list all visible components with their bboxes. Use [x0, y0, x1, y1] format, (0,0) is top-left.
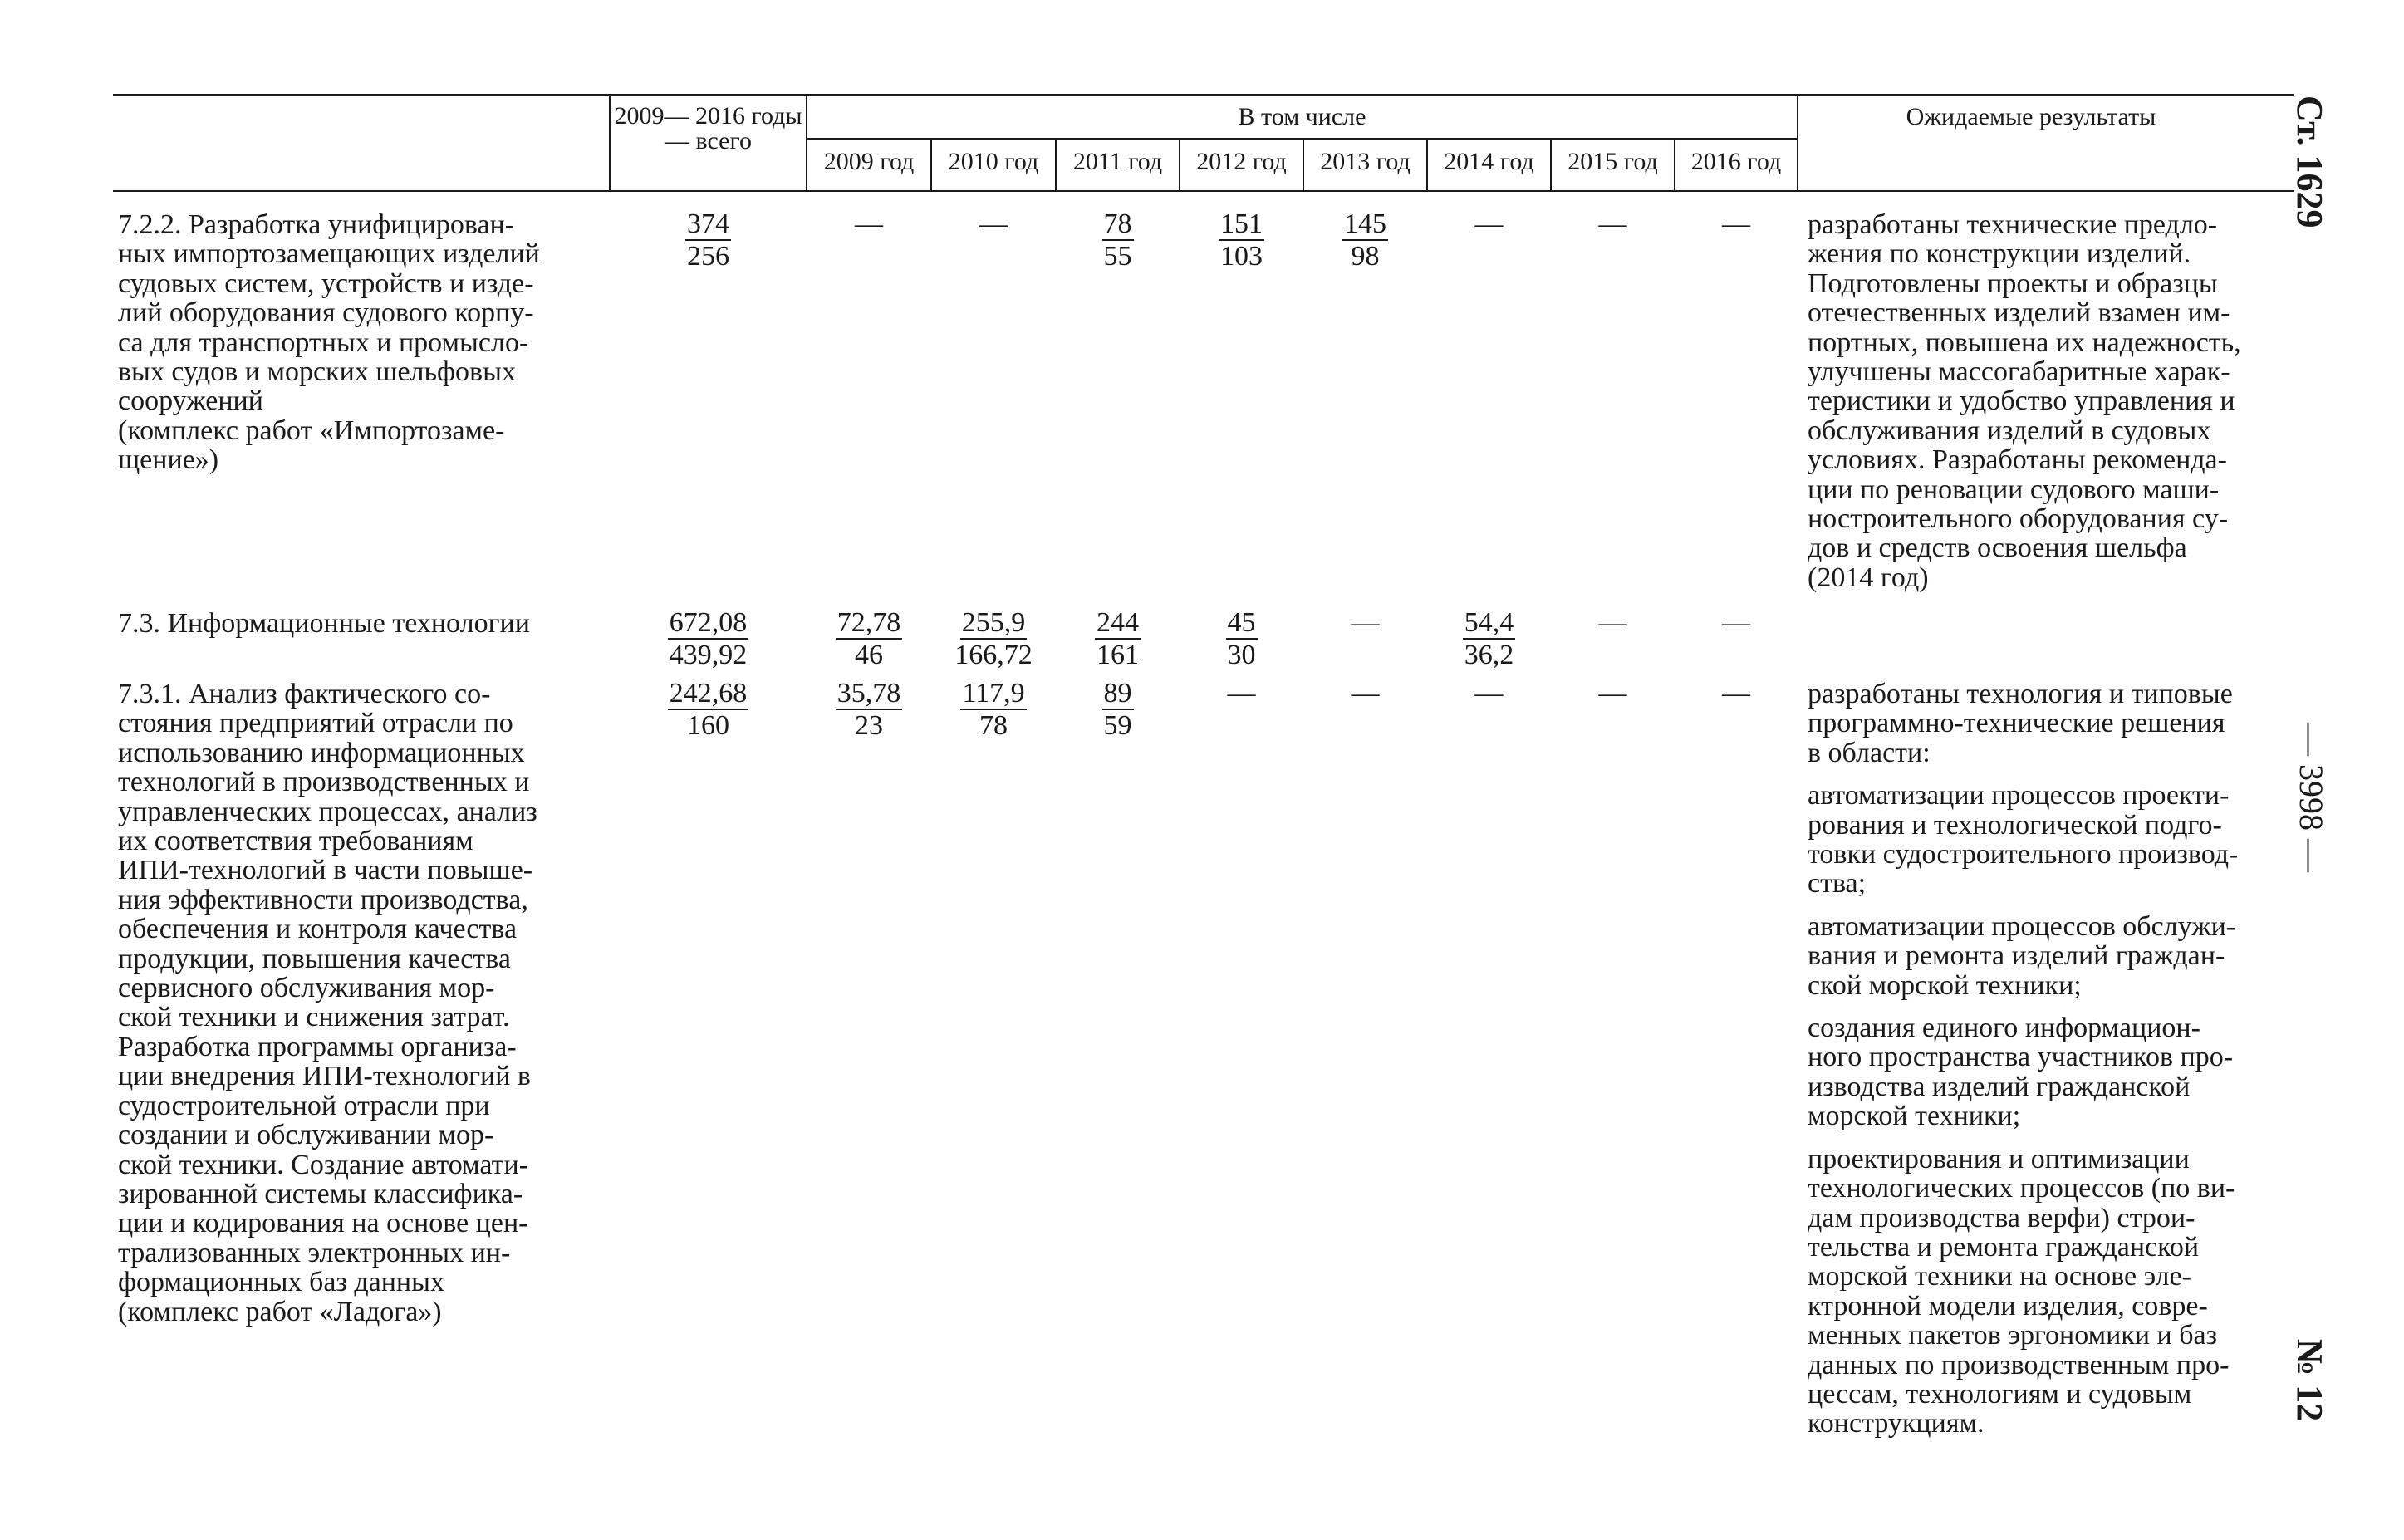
row-title-line: управленческих процессах, анализ — [118, 796, 537, 827]
margin-issue: № 12 — [2289, 1339, 2330, 1422]
value-numerator: 54,4 — [1464, 607, 1514, 638]
result-line: ции по реновации судового маши- — [1808, 473, 2220, 505]
result-line: ного пространства участников про- — [1808, 1042, 2234, 1073]
result-line: технологических процессов (по ви- — [1808, 1173, 2235, 1204]
year-2012-value — [1180, 208, 1303, 272]
row-title-line: вых судов и морских шельфовых — [118, 356, 516, 388]
row-title-line: 7.3.1. Анализ фактического со- — [118, 679, 491, 709]
header-including-label: В том числе — [1238, 103, 1366, 130]
value-numerator: 244 — [1097, 607, 1139, 638]
total-denominator: 256 — [687, 241, 729, 272]
header-year-2016: 2016 год — [1690, 148, 1782, 175]
row-title-7-3-1 — [118, 679, 586, 1327]
value-numerator: 72,78 — [836, 607, 901, 638]
year-2016-dash: — — [1722, 607, 1750, 638]
result-paragraph — [1808, 1145, 2287, 1439]
year-2014-dash: — — [1474, 208, 1504, 239]
year-2014-dash: — — [1474, 678, 1504, 709]
value-denominator: 59 — [1103, 710, 1132, 741]
result-line: в области: — [1808, 737, 1931, 768]
value-denominator: 46 — [855, 640, 883, 670]
year-2009-value — [807, 678, 930, 742]
result-line: изводства изделий гражданской — [1808, 1071, 2191, 1102]
result-line: условиях. Разработаны рекоменда- — [1808, 444, 2227, 476]
result-line: цессам, технологиям и судовым — [1808, 1378, 2192, 1410]
value-denominator: 98 — [1351, 241, 1380, 272]
year-2013-dash: — — [1351, 607, 1380, 638]
row-title-7-3 — [118, 609, 616, 638]
row-total-7-3 — [627, 607, 789, 671]
row-title-line: судовых систем, устройств и изде- — [118, 267, 534, 299]
year-2015-dash: — — [1598, 678, 1627, 709]
row-title-line: трализованных электронных ин- — [118, 1237, 511, 1268]
year-2009-value — [807, 607, 930, 671]
row-title-line: формационных баз данных — [118, 1267, 444, 1298]
value-numerator: 255,9 — [961, 607, 1026, 638]
total-numerator: 242,68 — [669, 678, 748, 709]
header-subheader-rule — [806, 138, 1797, 140]
result-line: морской техники на основе эле- — [1808, 1261, 2191, 1292]
value-denominator: 166,72 — [954, 640, 1033, 670]
result-line: обслуживания изделий в судовых — [1808, 414, 2211, 446]
year-2012-dash: — — [1227, 678, 1256, 709]
value-denominator: 23 — [855, 710, 883, 741]
year-2011-value — [1057, 607, 1179, 671]
row-title-line: продукции, повышения качества — [118, 943, 511, 974]
result-line: ностроительного оборудования су- — [1808, 503, 2229, 535]
value-denominator: 78 — [979, 710, 1008, 741]
row-title-line: 7.2.2. Разработка унифицирован- — [118, 209, 515, 240]
row-title-line: технологий в производственных и — [118, 767, 530, 798]
year-2010-dash: — — [979, 208, 1008, 239]
header-year-2013: 2013 год — [1320, 148, 1411, 175]
row-title-line: (комплекс работ «Ладога») — [118, 1296, 442, 1327]
year-2013-dash: — — [1351, 678, 1380, 709]
row-title-line: ния эффективности производства, — [118, 884, 528, 915]
result-line: разработаны технические предло- — [1808, 209, 2218, 240]
result-line: ктронной модели изделия, совре- — [1808, 1290, 2208, 1322]
row-total-7-2-2 — [627, 208, 789, 272]
value-denominator: 161 — [1097, 640, 1139, 670]
margin-page-number: — 3998 — — [2293, 723, 2330, 872]
value-denominator: 103 — [1220, 241, 1263, 272]
result-line: разработаны технология и типовые — [1808, 679, 2233, 709]
result-line: улучшены массогабаритные харак- — [1808, 356, 2230, 388]
row-title-line: их соответствия требованиям — [118, 826, 473, 857]
value-denominator: 55 — [1103, 241, 1132, 272]
result-paragraph — [1808, 781, 2287, 899]
result-line: конструкциям. — [1808, 1408, 1985, 1439]
row-results-7-2-2 — [1808, 210, 2287, 592]
result-line: дов и средств освоения шельфа — [1808, 532, 2187, 564]
year-2015-dash: — — [1598, 208, 1627, 239]
row-title-line: ской техники и снижения затрат. — [118, 1002, 510, 1033]
row-title-line: ции внедрения ИПИ-технологий в — [118, 1061, 531, 1092]
result-line: отечественных изделий взамен им- — [1808, 297, 2230, 329]
header-bottom-rule — [113, 190, 2294, 192]
result-line: дам производства верфи) строи- — [1808, 1202, 2195, 1233]
header-year-2009: 2009 год — [823, 148, 915, 175]
header-year-2015: 2015 год — [1568, 148, 1658, 175]
row-title-line: зированной системы классифика- — [118, 1178, 523, 1209]
result-line: ства; — [1808, 868, 1867, 900]
result-paragraph — [1808, 912, 2287, 1000]
row-title-line: использованию информационных — [118, 737, 525, 768]
row-title-line: лий оборудования судового корпу- — [118, 297, 534, 329]
value-numerator: 78 — [1103, 208, 1132, 239]
result-line: рования и технологической подго- — [1808, 809, 2222, 841]
value-numerator: 45 — [1227, 607, 1256, 638]
result-line: проектирования и оптимизации — [1808, 1143, 2190, 1175]
result-line: Подготовлены проекты и образцы — [1808, 267, 2218, 299]
result-line: программно-технические решения — [1808, 708, 2225, 739]
year-2015-dash: — — [1598, 607, 1627, 638]
total-denominator: 160 — [687, 710, 729, 741]
result-line: ской морской техники; — [1808, 969, 2082, 1001]
header-top-rule — [113, 94, 2294, 96]
value-numerator: 151 — [1220, 208, 1263, 239]
result-line: автоматизации процессов проекти- — [1808, 780, 2230, 812]
year-2012-value — [1180, 607, 1303, 671]
header-total-label: 2009— 2016 годы — всего — [614, 102, 802, 154]
result-line: жения по конструкции изделий. — [1808, 238, 2191, 270]
row-title-line: 7.3. Информационные технологии — [118, 608, 530, 639]
result-line: портных, повышена их надежность, — [1808, 326, 2241, 358]
row-title-line: сервисного обслуживания мор- — [118, 973, 495, 1004]
total-denominator: 439,92 — [669, 640, 748, 670]
row-title-line: сооружений — [118, 385, 263, 417]
result-paragraph — [1808, 679, 2287, 768]
result-line: данных по производственным про- — [1808, 1349, 2230, 1381]
row-title-line: щение») — [118, 444, 219, 476]
year-2016-dash: — — [1722, 678, 1750, 709]
row-title-line: создании и обслуживании мор- — [118, 1120, 494, 1151]
row-total-7-3-1 — [627, 678, 789, 742]
result-line: автоматизации процессов обслужи- — [1808, 910, 2236, 942]
row-title-line: ИПИ-технологий в части повыше- — [118, 855, 533, 886]
year-2011-value — [1057, 678, 1179, 742]
value-numerator: 35,78 — [836, 678, 901, 709]
row-results-7-3-1 — [1808, 679, 2287, 1452]
result-line: морской техники; — [1808, 1101, 2021, 1132]
row-title-line: ных импортозамещающих изделий — [118, 238, 540, 270]
year-2011-value — [1057, 208, 1179, 272]
margin-page-ref: Ст. 1629 — [2289, 96, 2330, 228]
header-year-2014: 2014 год — [1444, 148, 1534, 175]
year-2014-value — [1428, 607, 1550, 671]
row-title-line: (комплекс работ «Импортозаме- — [118, 414, 505, 446]
result-line: (2014 год) — [1808, 562, 1929, 593]
total-numerator: 672,08 — [669, 607, 748, 638]
year-2010-value — [932, 678, 1055, 742]
result-line: теристики и удобство управления и — [1808, 385, 2235, 417]
value-numerator: 145 — [1344, 208, 1386, 239]
row-title-line: судостроительной отрасли при — [118, 1090, 490, 1121]
year-2010-value — [932, 607, 1055, 671]
result-line: менных пакетов эргономики и баз — [1808, 1320, 2218, 1351]
header-results-label: Ожидаемые результаты — [1906, 103, 2156, 130]
result-line: тельства и ремонта гражданской — [1808, 1231, 2200, 1263]
row-title-line: ции и кодирования на основе цен- — [118, 1208, 528, 1239]
row-title-7-2-2 — [118, 210, 586, 475]
total-numerator: 374 — [687, 208, 729, 239]
year-2009-dash: — — [855, 208, 883, 239]
row-title-line: са для транспортных и промысло- — [118, 326, 529, 358]
row-title-line: обеспечения и контроля качества — [118, 914, 518, 945]
header-year-2012: 2012 год — [1196, 148, 1287, 175]
row-title-line: Разработка программы организа- — [118, 1031, 517, 1062]
value-numerator: 117,9 — [962, 678, 1025, 709]
result-line: вания и ремонта изделий граждан- — [1808, 940, 2225, 972]
row-title-line: стояния предприятий отрасли по — [118, 708, 513, 739]
header-year-2010: 2010 год — [948, 148, 1039, 175]
header-year-2011: 2011 год — [1072, 148, 1163, 175]
year-2013-value — [1304, 208, 1426, 272]
value-denominator: 30 — [1227, 640, 1256, 670]
row-title-line: ской техники. Создание автомати- — [118, 1149, 528, 1180]
value-denominator: 36,2 — [1464, 640, 1514, 670]
result-line: товки судостроительного производ- — [1808, 839, 2239, 871]
result-line: создания единого информацион- — [1808, 1013, 2200, 1044]
value-numerator: 89 — [1103, 678, 1132, 709]
result-paragraph — [1808, 1013, 2287, 1131]
year-2016-dash: — — [1722, 208, 1750, 239]
